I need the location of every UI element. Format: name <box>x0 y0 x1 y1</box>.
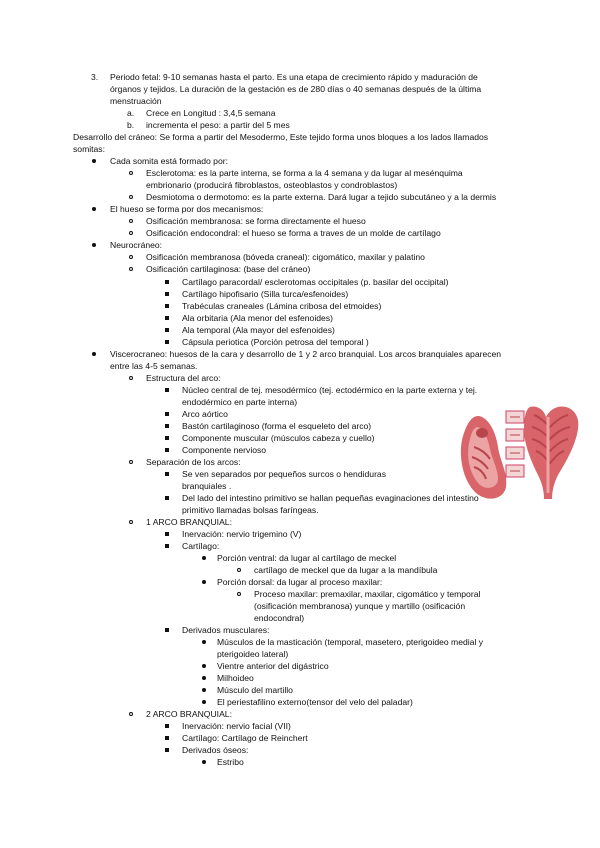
list-item: Neurocráneo: <box>110 240 163 250</box>
list-item: Arco aórtico <box>182 409 228 419</box>
list-item-continuation: (osificación membranosa) yunque y martillo (osificación <box>254 601 466 611</box>
list-item: Cápsula periotica (Porción petrosa del temporal ) <box>182 337 369 347</box>
bullet-disc <box>202 688 206 692</box>
list-item: Proceso maxilar: premaxilar, maxilar, cigomático y temporal <box>254 589 481 599</box>
list-item: Músculo del martillo <box>217 685 293 695</box>
bullet-disc <box>92 243 96 247</box>
paragraph-line: menstruación <box>110 96 162 106</box>
list-item: Osificación endocondral: el hueso se forma a traves de un molde de cartílago <box>146 228 441 238</box>
list-item-continuation: endocondral) <box>254 613 305 623</box>
list-item-continuation: primitivo llamadas bolsas faríngeas. <box>182 505 319 515</box>
list-item: Desmiotoma o dermotomo: es la parte externa. Dará lugar a tejido subcutáneo y a la dermis <box>146 192 497 202</box>
bullet-square <box>165 304 169 308</box>
subsection-heading: 2 ARCO BRANQUIAL: <box>146 709 232 719</box>
list-letter: b. <box>127 120 135 130</box>
bullet-circle <box>129 267 133 271</box>
bullet-circle <box>129 376 133 380</box>
list-item: Porción ventral: da lugar al cartílago de meckel <box>217 553 397 563</box>
bullet-circle <box>129 195 133 199</box>
list-item: Se ven separados por pequeños surcos o hendiduras <box>182 469 387 479</box>
bullet-disc <box>202 676 206 680</box>
bullet-square <box>165 628 169 632</box>
list-item: Bastón cartilaginoso (forma el esqueleto del arco) <box>182 421 372 431</box>
bullet-disc <box>202 664 206 668</box>
bullet-square <box>165 292 169 296</box>
list-item: Porción dorsal: da lugar al proceso maxilar: <box>217 577 383 587</box>
bullet-square <box>165 316 169 320</box>
bullet-circle <box>129 712 133 716</box>
list-item: Osificación membranosa (bóveda craneal): cigomático, maxilar y palatino <box>146 252 425 262</box>
bullet-disc <box>202 760 206 764</box>
list-item: Ala orbitaria (Ala menor del esfenoides) <box>182 313 333 323</box>
list-item: Componente muscular (músculos cabeza y cuello) <box>182 433 375 443</box>
bullet-square <box>165 748 169 752</box>
list-item-continuation: entre las 4-5 semanas. <box>110 361 198 371</box>
embryo-branchial-arches-illustration <box>454 403 586 505</box>
section-heading: Desarrollo del cráneo: Se forma a partir del Mesodermo, Este tejido forma unos bloques a los lados llamados <box>73 132 489 142</box>
list-item: Cartílago hipofisario (Silla turca/esfenoides) <box>182 289 349 299</box>
list-item: Crece en Longitud : 3,4,5 semana <box>146 108 276 118</box>
bullet-disc <box>202 640 206 644</box>
bullet-circle <box>237 592 241 596</box>
list-item: Estribo <box>217 757 244 767</box>
bullet-square <box>165 544 169 548</box>
list-item-continuation: endodérmico en parte interna) <box>182 397 298 407</box>
paragraph-line: somitas: <box>73 144 105 154</box>
list-item: Osificación membranosa: se forma directamente el hueso <box>146 216 366 226</box>
list-item: incrementa el peso: a partir del 5 mes <box>146 120 290 130</box>
list-item: Esclerotoma: es la parte interna, se forma a la 4 semana y da lugar al mesénquima <box>146 168 463 178</box>
list-number: 3. <box>91 72 99 82</box>
bullet-square <box>165 736 169 740</box>
list-item: Cartílago: <box>182 541 220 551</box>
list-item: Derivados óseos: <box>182 745 249 755</box>
bullet-square <box>165 424 169 428</box>
bullet-disc <box>92 159 96 163</box>
list-item: Inervación: nervio facial (VII) <box>182 721 291 731</box>
list-item: Ala temporal (Ala mayor del esfenoides) <box>182 325 335 335</box>
list-item-continuation: embrionario (producirá fibroblastos, osteoblastos y condroblastos) <box>146 180 398 190</box>
bullet-disc <box>202 700 206 704</box>
bullet-circle <box>129 255 133 259</box>
list-item: Osificación cartilaginosa: (base del cráneo) <box>146 264 311 274</box>
list-item: Núcleo central de tej. mesodérmico (tej. ectodérmico en la parte externa y tej. <box>182 385 478 395</box>
list-item: Cartílago paracordal/ esclerotomas occipitales (p. basilar del occipital) <box>182 277 449 287</box>
list-item-continuation: pterigoideo lateral) <box>217 649 289 659</box>
bullet-square <box>165 280 169 284</box>
bullet-disc <box>202 580 206 584</box>
bullet-circle <box>129 219 133 223</box>
bullet-square <box>165 472 169 476</box>
bullet-circle <box>129 520 133 524</box>
list-item: cartílago de meckel que da lugar a la mandíbula <box>254 565 438 575</box>
bullet-circle <box>129 171 133 175</box>
list-item: Componente nervioso <box>182 445 267 455</box>
list-item: Cartílago: Cartílago de Reinchert <box>182 733 308 743</box>
bullet-disc <box>92 352 96 356</box>
bullet-circle <box>237 568 241 572</box>
list-letter: a. <box>127 108 135 118</box>
bullet-square <box>165 532 169 536</box>
list-item: El hueso se forma por dos mecanismos: <box>110 204 264 214</box>
bullet-square <box>165 388 169 392</box>
list-item: Viscerocraneo: huesos de la cara y desarrollo de 1 y 2 arco branquial. Los arcos branquiales aparecen <box>110 349 502 359</box>
list-item-continuation: branquiales . <box>182 481 232 491</box>
bullet-circle <box>129 231 133 235</box>
list-item: Estructura del arco: <box>146 373 221 383</box>
list-item: Vientre anterior del digástrico <box>217 661 329 671</box>
list-item: Músculos de la masticación (temporal, masetero, pterigoideo medial y <box>217 637 484 647</box>
bullet-square <box>165 412 169 416</box>
list-item: Del lado del intestino primitivo se hallan pequeñas evaginaciones del intestino <box>182 493 479 503</box>
bullet-disc <box>92 207 96 211</box>
bullet-square <box>165 448 169 452</box>
bullet-square <box>165 496 169 500</box>
bullet-square <box>165 328 169 332</box>
list-item: Separación de los arcos: <box>146 457 241 467</box>
list-item: Derivados musculares: <box>182 625 270 635</box>
paragraph-line: órganos y tejidos. La duración de la gestación es de 280 días o 40 semanas después de la última <box>110 84 482 94</box>
bullet-square <box>165 340 169 344</box>
bullet-circle <box>129 460 133 464</box>
list-item: El periestafilino externo(tensor del velo del paladar) <box>217 697 413 707</box>
bullet-square <box>165 724 169 728</box>
subsection-heading: 1 ARCO BRANQUIAL: <box>146 517 232 527</box>
list-item: Milhoideo <box>217 673 254 683</box>
bullet-square <box>165 436 169 440</box>
list-item: Trabéculas craneales (Lámina cribosa del etmoides) <box>182 301 382 311</box>
paragraph-line: Periodo fetal: 9-10 semanas hasta el parto. Es una etapa de crecimiento rápido y maduración de <box>110 72 478 82</box>
list-item: Inervación: nervio trigemino (V) <box>182 529 302 539</box>
list-item: Cada somita está formado por: <box>110 156 228 166</box>
bullet-disc <box>202 556 206 560</box>
